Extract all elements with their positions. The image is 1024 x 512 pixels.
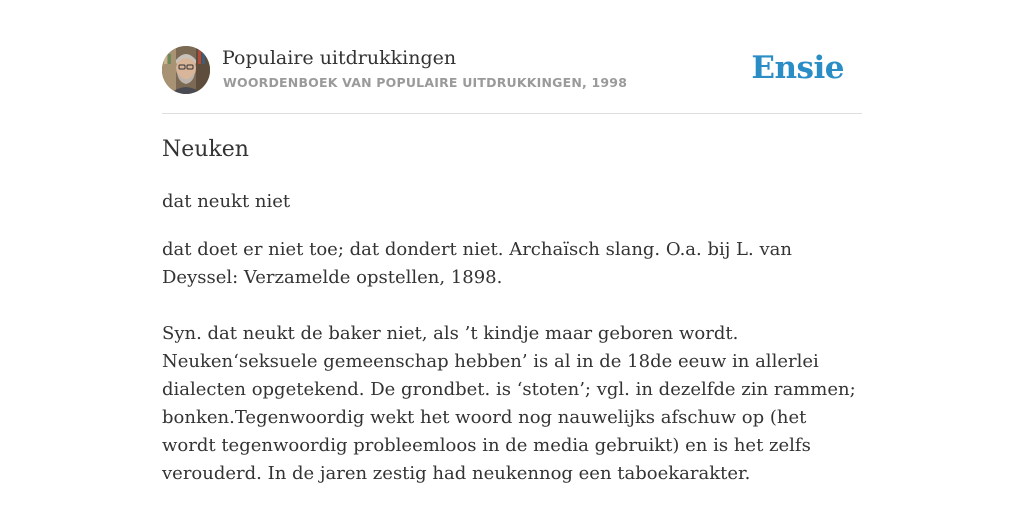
definition-paragraph: dat doet er niet toe; dat dondert niet. Archaïsch slang. O.a. bij L. van Deyssel: Verzamelde opstellen, 1898. [162,239,792,288]
source-title[interactable]: Populaire uitdrukkingen [222,47,457,69]
author-portrait-icon [162,46,210,94]
avatar[interactable] [162,46,210,94]
header-divider [162,113,862,114]
definition-paragraph: Syn. dat neukt de baker niet, als ’t kindje maar geboren wordt. Neuken‘seksuele gemeenschap hebben’ is al in de 18de eeuw in allerlei dialecten opgetekend. De grondbet. is ‘stoten’; vgl. in dezelfde zin rammen; bonken.Tegenwoordig wekt het woord nog nauwelijks afschuw op (het wordt tegenwoordig probleemloos in de media gebruikt) en is het zelfs verouderd. In de jaren zestig had neukennog een taboekarakter. [162,323,856,484]
entry-definition [162,236,862,512]
source-subtitle: WOORDENBOEK VAN POPULAIRE UITDRUKKINGEN, 1998 [223,75,628,90]
entry-title: Neuken [162,137,249,162]
entry-phrase: dat neukt niet [162,191,291,212]
ensie-logo-link[interactable]: Ensie [751,50,844,86]
source-header [162,46,862,96]
